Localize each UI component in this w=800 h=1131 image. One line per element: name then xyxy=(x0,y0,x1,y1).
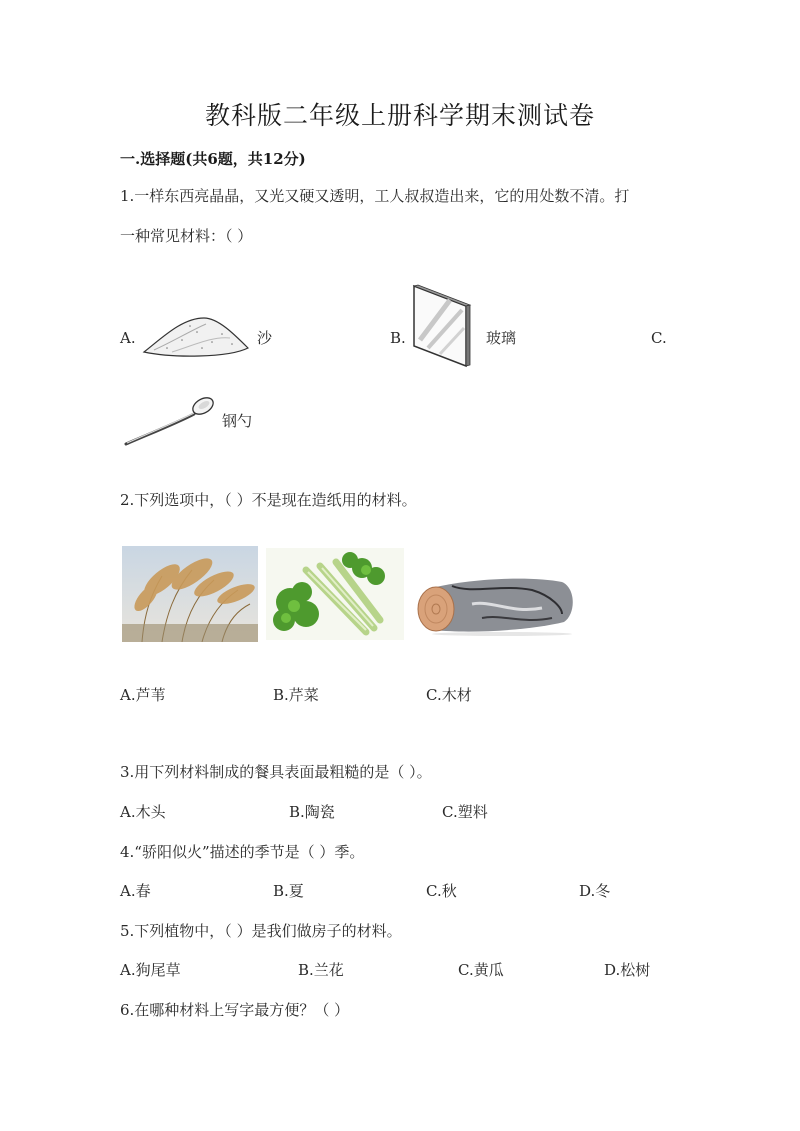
q2-option-b: B.芹菜 xyxy=(273,686,319,704)
page-title: 教科版二年级上册科学期末测试卷 xyxy=(204,101,595,130)
q4-option-c: C.秋 xyxy=(426,882,457,900)
reed-image xyxy=(122,546,258,642)
glass-pane-image xyxy=(410,284,472,368)
celery-image xyxy=(266,548,404,640)
q3-option-c: C.塑料 xyxy=(442,803,488,821)
sand-pile-image xyxy=(142,312,250,358)
q3-option-b: B.陶瓷 xyxy=(289,803,335,821)
q3-option-a: A.木头 xyxy=(120,803,166,821)
q1-option-c-label: 钢勺 xyxy=(222,412,253,430)
q5-option-d: D.松树 xyxy=(604,961,651,979)
question-5-text: 5.下列植物中，（ ）是我们做房子的材料。 xyxy=(120,922,402,940)
q4-option-a: A.春 xyxy=(120,882,151,900)
q5-option-b: B.兰花 xyxy=(298,961,344,979)
question-3-text: 3.用下列材料制成的餐具表面最粗糙的是（ ）。 xyxy=(120,763,432,781)
q1-option-b-letter: B. xyxy=(390,329,406,347)
q2-option-c: C.木材 xyxy=(426,686,472,704)
q5-option-c: C.黄瓜 xyxy=(458,961,504,979)
wood-log-image xyxy=(412,574,576,636)
question-1-line-2: 一种常见材料：（ ） xyxy=(120,227,253,245)
section-heading: 一.选择题(共6题，共12分) xyxy=(120,150,306,168)
q1-option-b-label: 玻璃 xyxy=(486,329,517,347)
q4-option-b: B.夏 xyxy=(273,882,304,900)
question-6-text: 6.在哪种材料上写字最方便？（ ） xyxy=(120,1001,350,1019)
question-4-text: 4.“骄阳似火”描述的季节是（ ）季。 xyxy=(120,843,365,861)
q4-option-d: D.冬 xyxy=(579,882,611,900)
q1-option-a-letter: A. xyxy=(120,329,136,347)
q1-option-c-letter: C. xyxy=(651,329,667,347)
q2-option-a: A.芦苇 xyxy=(120,686,166,704)
q5-option-a: A.狗尾草 xyxy=(120,961,181,979)
question-1-line-1: 1.一样东西亮晶晶，又光又硬又透明，工人叔叔造出来，它的用处数不清。打 xyxy=(120,187,630,205)
question-2-text: 2.下列选项中，（ ）不是现在造纸用的材料。 xyxy=(120,491,417,509)
q1-option-a-label: 沙 xyxy=(257,329,273,347)
steel-spoon-image xyxy=(124,392,216,448)
